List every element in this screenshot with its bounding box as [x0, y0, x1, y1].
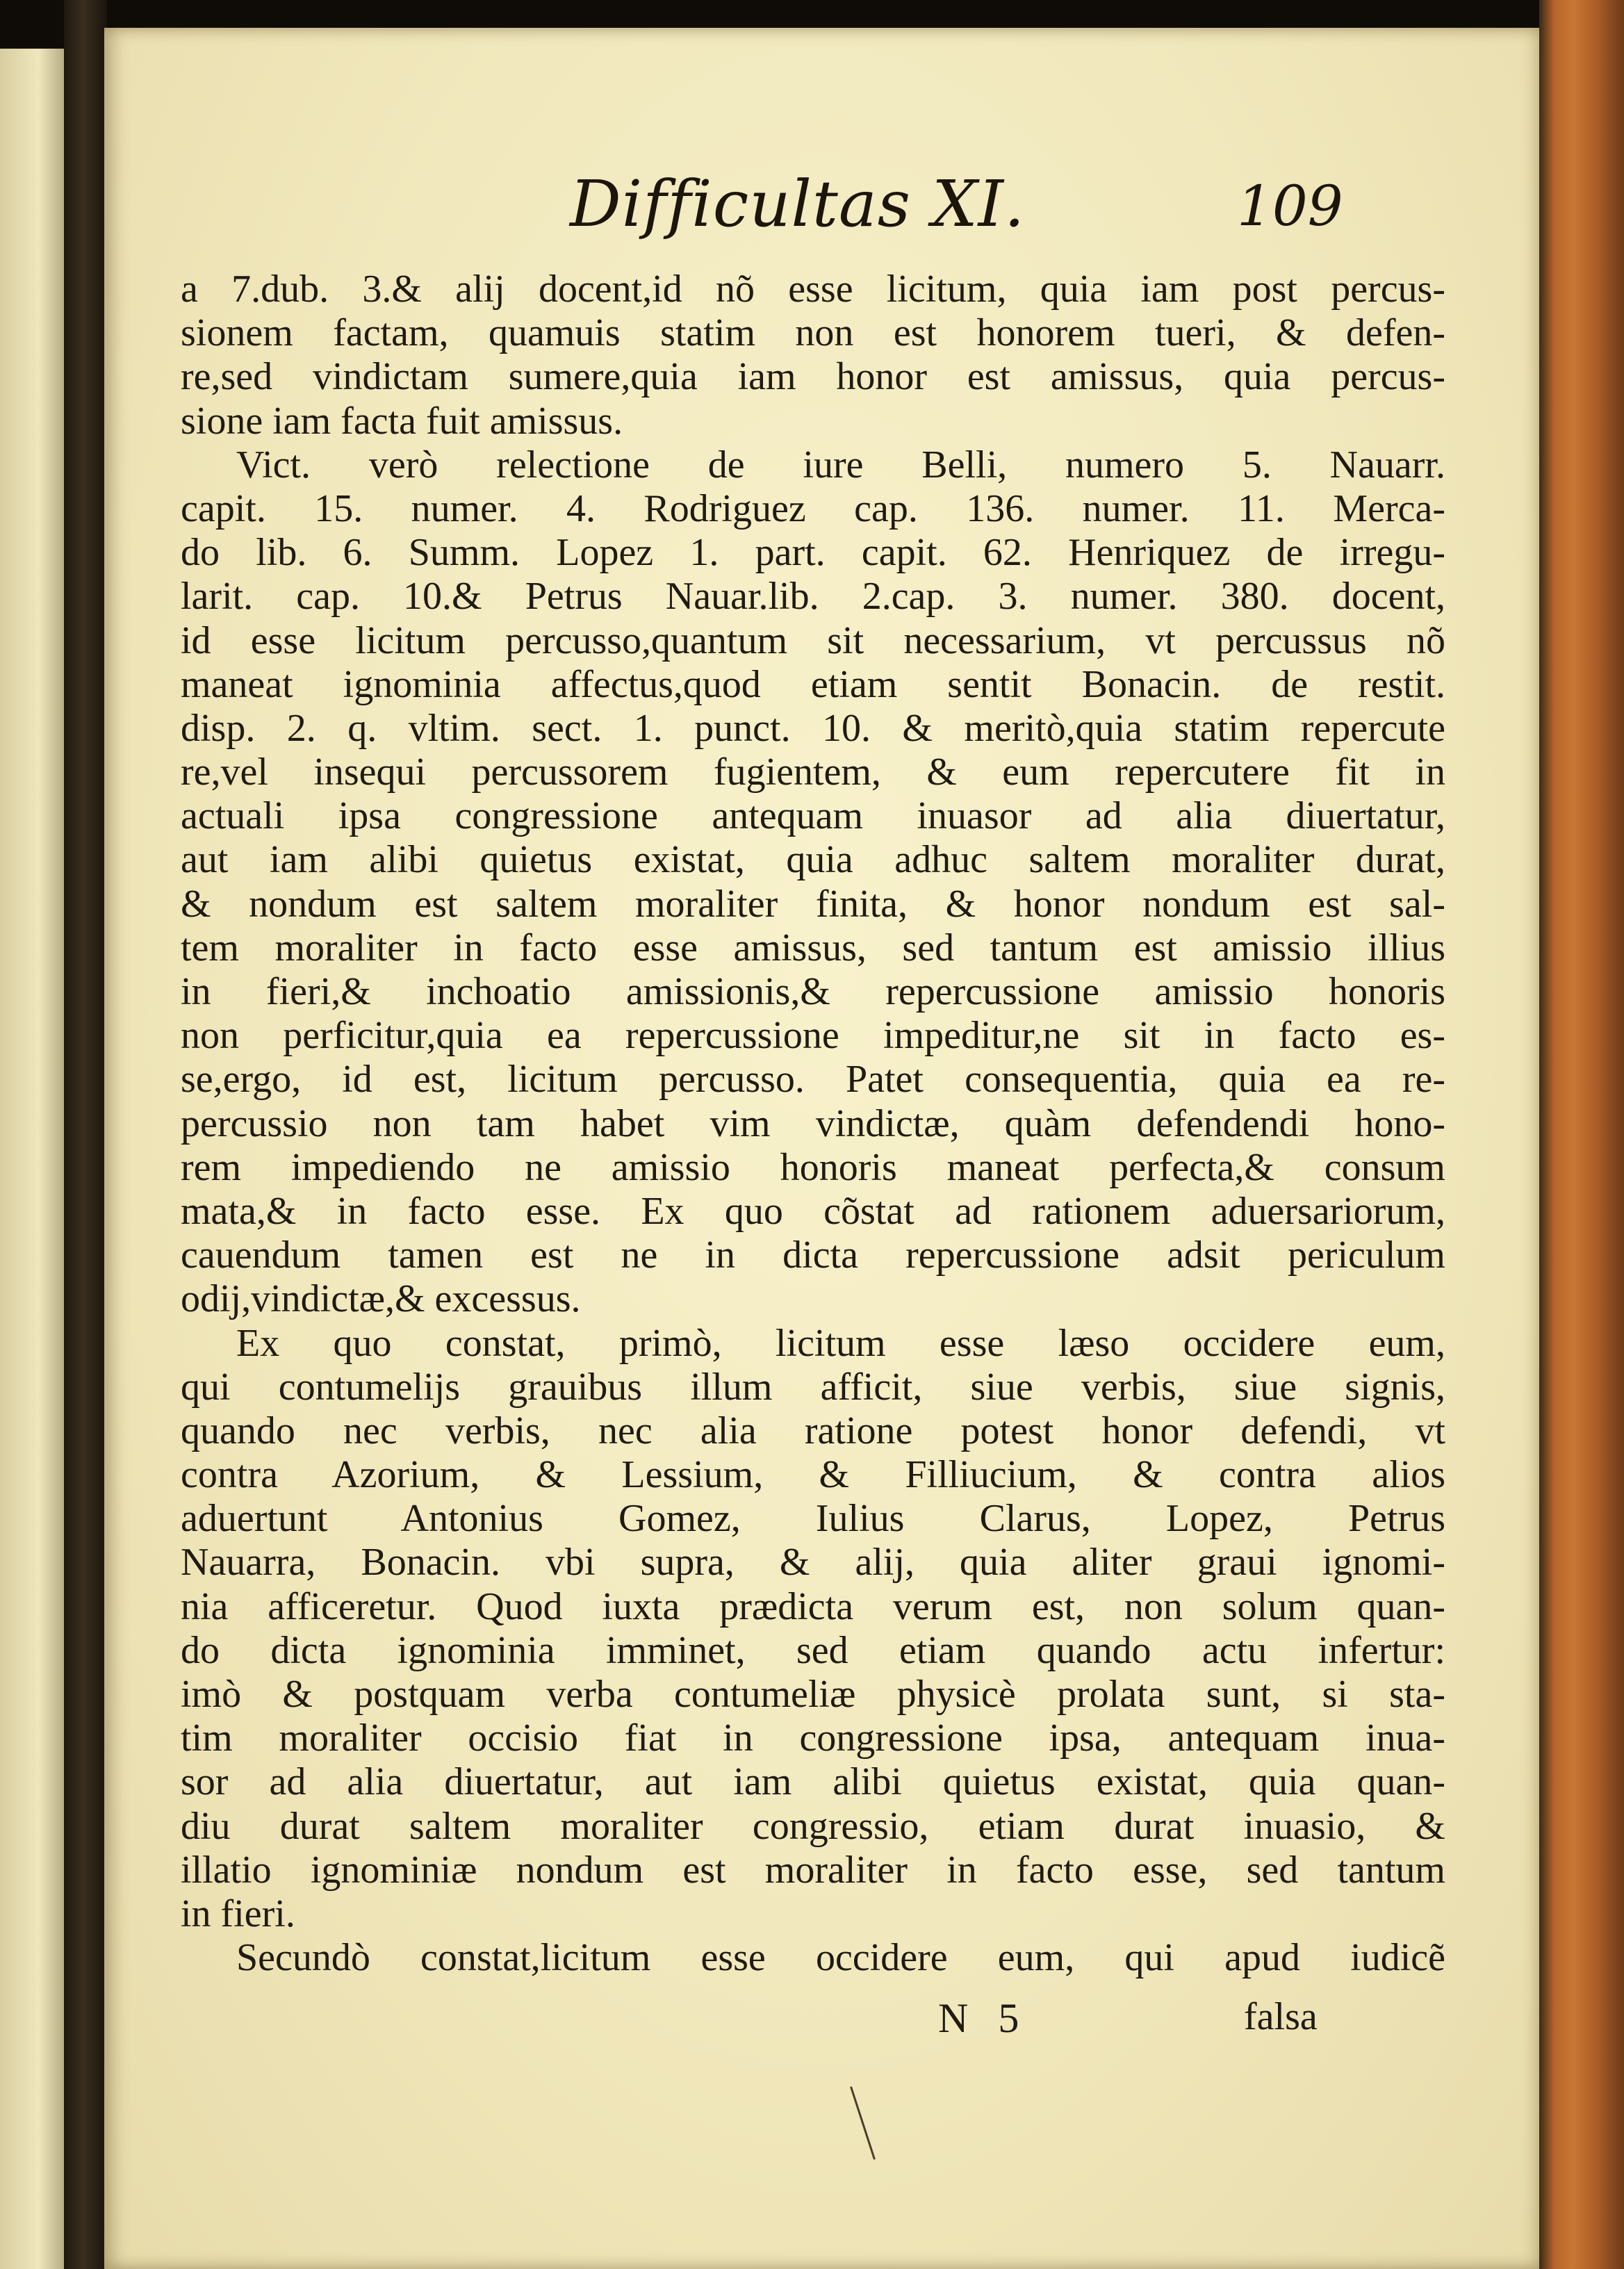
- text-line: aut iam alibi quietus existat, quia adhuc saltem moraliter durat,: [181, 838, 1445, 882]
- text-line: qui contumelijs grauibus illum afficit, siue verbis, siue signis,: [181, 1365, 1445, 1409]
- text-line: percussio non tam habet vim vindictæ, quàm defendendi hono-: [181, 1101, 1445, 1145]
- catchword: falsa: [1244, 1995, 1318, 2038]
- stray-ink-mark: [850, 2086, 876, 2160]
- text-line: in fieri,& inchoatio amissionis,& repercussione amissio honoris: [181, 970, 1445, 1013]
- text-line: sor ad alia diuertatur, aut iam alibi quietus existat, quia quan-: [181, 1760, 1445, 1804]
- text-line: larit. cap. 10.& Petrus Nauar.lib. 2.cap. 3. numer. 380. docent,: [181, 575, 1445, 619]
- text-line: Vict. verò relectione de iure Belli, numero 5. Nauarr.: [236, 443, 1445, 486]
- text-line: Nauarra, Bonacin. vbi supra, & alij, quia aliter graui ignomi-: [181, 1541, 1445, 1584]
- book-gutter: [64, 0, 107, 2269]
- page-header: [104, 153, 1539, 257]
- text-line: sione iam facta fuit amissus.: [181, 399, 623, 443]
- text-line: aduertunt Antonius Gomez, Iulius Clarus, Lopez, Petrus: [181, 1497, 1445, 1541]
- text-line: maneat ignominia affectus,quod etiam sentit Bonacin. de restit.: [181, 662, 1445, 706]
- text-line: diu durat saltem moraliter congressio, etiam durat inuasio, &: [181, 1804, 1445, 1848]
- text-line: se,ergo, id est, licitum percusso. Patet consequentia, quia ea re-: [181, 1058, 1445, 1101]
- signature-mark: N 5: [938, 1995, 1029, 2041]
- text-line: Secundò constat,licitum esse occidere eum, qui apud iudicẽ: [236, 1936, 1445, 1980]
- text-line: re,vel insequi percussorem fugientem, & eum repercutere fit in: [181, 751, 1445, 794]
- text-line: illatio ignominiæ nondum est moraliter in facto esse, sed tantum: [181, 1848, 1445, 1892]
- text-line: cauendum tamen est ne in dicta repercussione adsit periculum: [181, 1234, 1445, 1277]
- text-line: tem moraliter in facto esse amissus, sed tantum est amissio illius: [181, 926, 1445, 969]
- text-line: non perficitur,quia ea repercussione impeditur,ne sit in facto es-: [181, 1014, 1445, 1058]
- page-number: 109: [1237, 174, 1343, 238]
- text-line: quando nec verbis, nec alia ratione potest honor defendi, vt: [181, 1409, 1445, 1452]
- text-line: in fieri.: [181, 1892, 295, 1935]
- text-line: do dicta ignominia imminet, sed etiam quando actu infertur:: [181, 1628, 1445, 1672]
- body-text: [181, 268, 1445, 1980]
- facing-page-edge: [0, 49, 64, 2269]
- running-title: Difficultas XI.: [570, 167, 1026, 241]
- text-line: imò & postquam verba contumeliæ physicè prolata sunt, si sta-: [181, 1673, 1445, 1716]
- text-line: capit. 15. numer. 4. Rodriguez cap. 136. numer. 11. Merca-: [181, 486, 1445, 530]
- text-line: mata,& in facto esse. Ex quo cõstat ad rationem aduersariorum,: [181, 1189, 1445, 1233]
- page-footer: [104, 1994, 1539, 2050]
- text-line: Ex quo constat, primò, licitum esse læso occidere eum,: [236, 1321, 1445, 1365]
- binding-edge: [1539, 0, 1624, 2269]
- text-line: id esse licitum percusso,quantum sit necessarium, vt percussus nõ: [181, 619, 1445, 662]
- text-line: a 7.dub. 3.& alij docent,id nõ esse licitum, quia iam post percus-: [181, 268, 1445, 311]
- text-line: contra Azorium, & Lessium, & Filliucium, & contra alios: [181, 1453, 1445, 1497]
- text-line: do lib. 6. Summ. Lopez 1. part. capit. 62. Henriquez de irregu-: [181, 531, 1445, 575]
- text-line: actuali ipsa congressione antequam inuasor ad alia diuertatur,: [181, 794, 1445, 838]
- page: [104, 28, 1539, 2269]
- text-line: sionem factam, quamuis statim non est honorem tueri, & defen-: [181, 311, 1445, 355]
- text-line: re,sed vindictam sumere,quia iam honor est amissus, quia percus-: [181, 355, 1445, 399]
- text-line: odij,vindictæ,& excessus.: [181, 1277, 581, 1321]
- text-line: tim moraliter occisio fiat in congressione ipsa, antequam inua-: [181, 1717, 1445, 1760]
- text-line: rem impediendo ne amissio honoris maneat perfecta,& consum: [181, 1145, 1445, 1189]
- text-line: disp. 2. q. vltim. sect. 1. punct. 10. & meritò,quia statim repercute: [181, 706, 1445, 750]
- text-line: & nondum est saltem moraliter finita, & honor nondum est sal-: [181, 882, 1445, 926]
- text-line: nia afficeretur. Quod iuxta prædicta verum est, non solum quan-: [181, 1584, 1445, 1628]
